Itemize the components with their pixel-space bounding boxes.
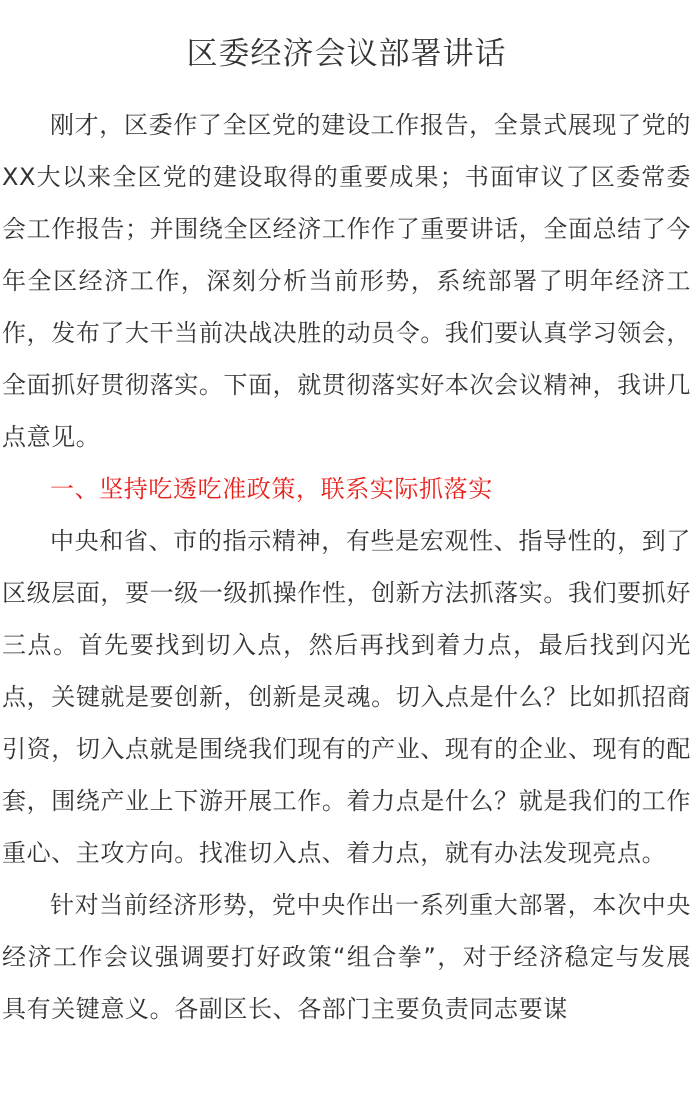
document-body [2,99,691,1035]
section-heading-1: 一、坚持吃透吃准政策，联系实际抓落实 [50,475,493,503]
section-1-paragraph-2: 针对当前经济形势，党中央作出一系列重大部署，本次中央经济工作会议强调要打好政策“组合拳”，对于经济稳定与发展具有关键意义。各副区长、各部门主要负责同志要谋 [2,891,691,1023]
document-title: 区委经济会议部署讲话 [186,36,507,72]
section-1-paragraph-1: 中央和省、市的指示精神，有些是宏观性、指导性的，到了区级层面，要一级一级抓操作性，创新方法抓落实。我们要抓好三点。首先要找到切入点，然后再找到着力点，最后找到闪光点，关键就是要创新，创新是灵魂。切入点是什么？比如抓招商引资，切入点就是围绕我们现有的产业、现有的企业、现有的配套，围绕产业上下游开展工作。着力点是什么？就是我们的工作重心、主攻方向。找准切入点、着力点，就有办法发现亮点。 [2,527,691,867]
intro-paragraph: 刚才，区委作了全区党的建设工作报告，全景式展现了党的XX大以来全区党的建设取得的重要成果；书面审议了区委常委会工作报告；并围绕全区经济工作作了重要讲话，全面总结了今年全区经济工作，深刻分析当前形势，系统部署了明年经济工作，发布了大干当前决战决胜的动员令。我们要认真学习领会，全面抓好贯彻落实。下面，就贯彻落实好本次会议精神，我讲几点意见。 [2,111,691,451]
